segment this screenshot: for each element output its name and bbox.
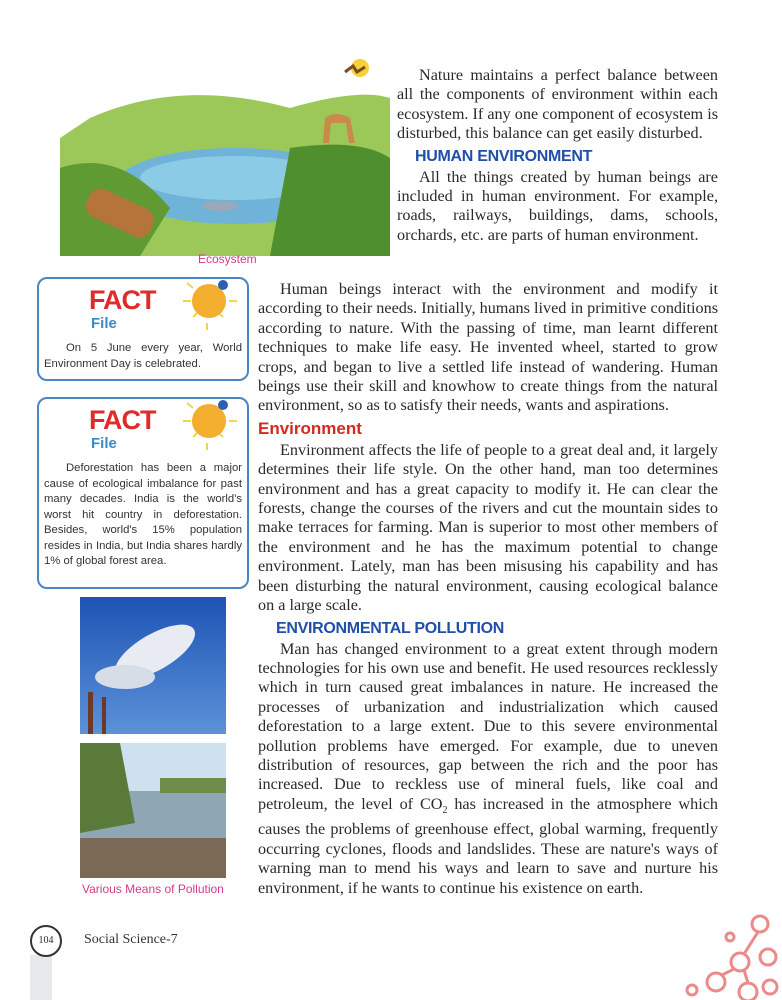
- sun-bulb-icon: [179, 391, 239, 451]
- interaction-paragraph: Human beings interact with the environment and modify it according to their needs. Initially, humans lived in primitive conditions according to nature. With the passing of time, man learnt different techniques to make life easy. He invented wheel, started to grow crops, and began to live a settled life instead of wandering. Human beings use their skill and knowhow to create things from the natural environment, so as to satisfy their needs, wants and aspirations.: [258, 280, 718, 415]
- fact-text: Deforestation has been a major cause of ecological imbalance for past many decades. India is the world's worst hit country in deforestation. Besides, world's 15% population resides in India, but India shares hardly 1% of global forest area.: [44, 462, 242, 567]
- intro-paragraph: Nature maintains a perfect balance between all the components of environment within each ecosystem. If any one component of ecosystem is disturbed, this balance can get easily disturbed.: [397, 66, 718, 143]
- human-environment-heading: HUMAN ENVIRONMENT: [415, 147, 593, 165]
- fact-text: On 5 June every year, World Environment Day is celebrated.: [44, 342, 242, 370]
- smoke-photo: [80, 597, 226, 734]
- human-environment-paragraph: All the things created by human beings are included in human environment. For example, roads, railways, buildings, dams, schools, orchards, etc. are parts of human environment.: [397, 167, 718, 244]
- sun-bulb-icon: [179, 271, 239, 331]
- pollution-heading: ENVIRONMENTAL POLLUTION: [276, 619, 505, 637]
- ecosystem-illustration: [60, 58, 390, 256]
- co2-subscript: 2: [442, 804, 448, 816]
- polluted-lake-photo: [80, 743, 226, 878]
- fact-title: FACT: [89, 285, 156, 315]
- fact-subtitle: File: [91, 435, 117, 452]
- page-number: 104: [30, 925, 62, 957]
- fact-title: FACT: [89, 405, 156, 435]
- environment-paragraph: Environment affects the life of people to a great deal and, it largely determines their life style. On the other hand, man too determines environment and has a great capacity to modify it. He can clear the forests, change the courses of the rivers and cut the mountain sides to make terraces for farming. Man is superior to most other members of the environment and he has the maximum potential to change environment. Lately, man has been misusing his capability and has been disturbing the natural environment, causing ecological balance on a large scale.: [258, 440, 718, 615]
- pollution-paragraph: [258, 640, 718, 899]
- fact-file-box: [37, 277, 249, 381]
- footer-strip: [30, 955, 52, 1000]
- pollution-text: Man has changed environment to a great extent through modern technologies for his own use and benefit. He used resources recklessly which in turn caused great imbalances in nature. He increased the processes of urbanization and industrialization which caused deforestation to a large extent. Due to this severe environmental pollution problems have emerged. For example, due to uneven distribution of resources, gap between the rich and the poor has increased. Due to reckless use of mineral fuels, like coal and petroleum, the level of CO: [258, 639, 718, 813]
- molecule-decoration: [680, 912, 782, 1000]
- fact-subtitle: File: [91, 315, 117, 332]
- book-title: Social Science-7: [84, 932, 178, 947]
- environment-heading: Environment: [258, 418, 362, 438]
- ecosystem-caption: Ecosystem: [198, 252, 257, 266]
- pollution-text: has increased in the atmosphere which causes the problems of greenhouse effect, global warming, frequently occurring cyclones, floods and landslides. These are nature's ways of warning man to mend his ways and learn to save and nurture his environment, if he wants to continue his existence on earth.: [258, 794, 718, 897]
- pollution-caption: Various Means of Pollution: [82, 882, 224, 896]
- fact-file-box: [37, 397, 249, 589]
